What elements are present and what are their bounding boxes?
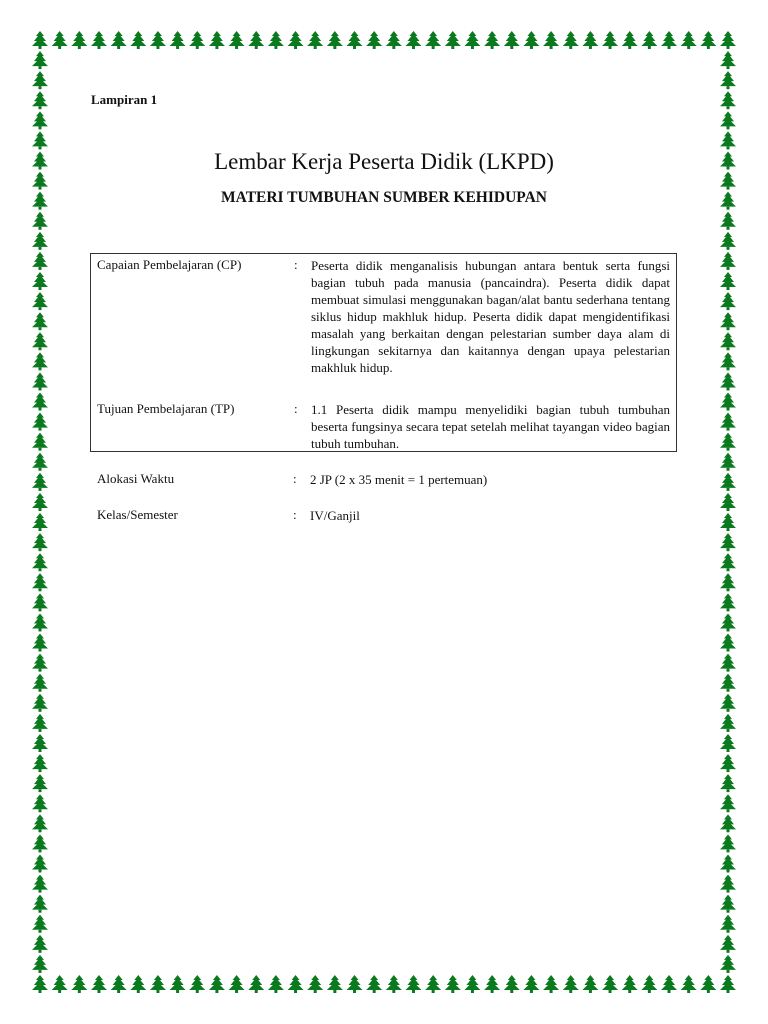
row-colon: : — [294, 401, 298, 416]
document-title: Lembar Kerja Peserta Didik (LKPD) — [214, 149, 554, 174]
kelas-colon: : — [293, 507, 297, 522]
row-value: 1.1 Peserta didik mampu menyelidiki bagian tubuh tumbuhan beserta fungsinya secara tepat setelah melihat tayangan video bagian tubuh tumbuhan. — [311, 402, 670, 451]
row-colon: : — [294, 257, 298, 272]
row-value: Peserta didik menganalisis hubungan antara bentuk serta fungsi bagian tubuh pada manusia (pancaindra). Peserta didik dapat membuat simulasi menggunakan bagan/alat bantu sederhana tentang siklus hidup makhluk hidup. Peserta didik dapat mengidentifikasi masalah yang berkaitan dengan pelestarian sumber daya alam di lingkungan sekitarnya dan kaitannya dengan upaya pelestarian makhluk hidup. — [311, 258, 670, 375]
row-label: Capaian Pembelajaran (CP) — [97, 257, 242, 272]
alokasi-value: 2 JP (2 x 35 menit = 1 pertemuan) — [310, 472, 488, 487]
lampiran-label: Lampiran 1 — [91, 92, 158, 107]
alokasi-colon: : — [293, 471, 297, 486]
alokasi-label: Alokasi Waktu — [97, 471, 175, 486]
document-subtitle: MATERI TUMBUHAN SUMBER KEHIDUPAN — [221, 189, 547, 206]
kelas-label: Kelas/Semester — [97, 507, 178, 522]
kelas-value: IV/Ganjil — [310, 508, 360, 523]
learning-objectives-table — [90, 253, 677, 452]
row-label: Tujuan Pembelajaran (TP) — [97, 401, 235, 416]
